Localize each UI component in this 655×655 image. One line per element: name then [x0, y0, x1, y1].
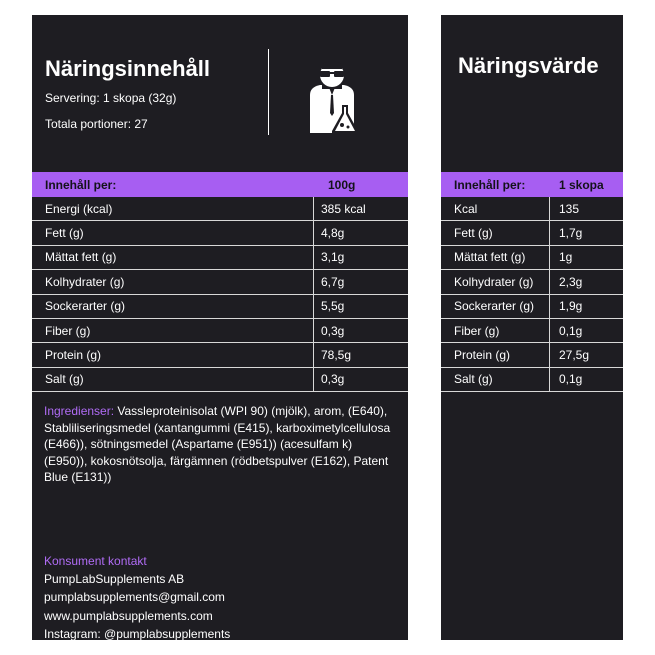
nutrition-table [441, 172, 623, 392]
panel-title: Näringsvärde [458, 53, 599, 78]
contact-label: Konsument kontakt [44, 554, 147, 568]
nutrition-table [32, 172, 408, 392]
row-label: Fiber (g) [454, 323, 500, 338]
row-value: 1,7g [559, 226, 583, 241]
row-value: 2,3g [559, 274, 583, 289]
row-value: 0,1g [559, 323, 583, 338]
ingredients-text [44, 403, 396, 486]
row-value: 385 kcal [321, 201, 366, 216]
contact-instagram: Instagram: @pumplabsupplements [44, 626, 231, 641]
row-label: Salt (g) [454, 372, 493, 387]
total-portions: Totala portioner: 27 [45, 117, 148, 131]
table-row [441, 368, 623, 392]
column-divider [549, 197, 550, 392]
table-row [441, 319, 623, 343]
row-label: Fiber (g) [45, 323, 91, 338]
panel-title: Näringsinnehåll [45, 56, 211, 81]
row-value: 0,1g [559, 372, 583, 387]
row-value: 6,7g [321, 274, 345, 289]
contact-website: www.pumplabsupplements.com [44, 608, 213, 623]
row-label: Kcal [454, 201, 478, 216]
row-value: 1g [559, 250, 573, 265]
row-value: 0,3g [321, 372, 345, 387]
row-label: Protein (g) [45, 348, 102, 363]
header-value: 100g [328, 177, 356, 192]
table-row [32, 221, 408, 245]
ingredients-label: Ingredienser: [44, 404, 115, 418]
row-label: Energi (kcal) [45, 201, 113, 216]
row-label: Salt (g) [45, 372, 84, 387]
table-header [32, 172, 408, 197]
table-row [32, 197, 408, 221]
row-label: Mättat fett (g) [45, 250, 117, 265]
contact-email: pumplabsupplements@gmail.com [44, 590, 225, 605]
table-row [441, 295, 623, 319]
row-label: Fett (g) [45, 226, 84, 241]
table-row [32, 295, 408, 319]
table-row [32, 246, 408, 270]
company-name: PumpLabSupplements AB [44, 572, 185, 587]
nutrition-panel-right [441, 15, 623, 640]
row-label: Sockerarter (g) [45, 299, 126, 314]
row-label: Mättat fett (g) [454, 250, 526, 265]
row-value: 4,8g [321, 226, 345, 241]
table-header [441, 172, 623, 197]
row-value: 135 [559, 201, 580, 216]
row-value: 5,5g [321, 299, 345, 314]
row-label: Sockerarter (g) [454, 299, 535, 314]
ingredients-list: Vassleproteinisolat (WPI 90) (mjölk), arom, (E640), Stabliliseringsmedel (xantangummi (E415), karboximetylcellulosa (E466)), sötningsmedel (Aspartame (E951)) (acesulfam k) (E950)), kokosnötsolja, färgämnen (rödbetspulver (E162), Patent Blue (E131)) [44, 404, 391, 484]
table-row [441, 270, 623, 294]
column-divider [313, 197, 314, 392]
row-value: 78,5g [321, 348, 352, 363]
row-label: Protein (g) [454, 348, 511, 363]
consumer-contact [44, 552, 230, 643]
table-row [32, 368, 408, 392]
table-row [32, 319, 408, 343]
table-row [441, 246, 623, 270]
serving-size: Servering: 1 skopa (32g) [45, 91, 177, 105]
row-value: 1,9g [559, 299, 583, 314]
divider [268, 49, 269, 135]
row-value: 3,1g [321, 250, 345, 265]
table-row [32, 270, 408, 294]
table-row [32, 343, 408, 367]
row-label: Kolhydrater (g) [45, 274, 125, 289]
row-label: Kolhydrater (g) [454, 274, 534, 289]
scientist-icon [302, 61, 362, 137]
header-label: Innehåll per: [45, 177, 117, 192]
header-value: 1 skopa [559, 177, 604, 192]
table-row [441, 343, 623, 367]
row-value: 0,3g [321, 323, 345, 338]
row-value: 27,5g [559, 348, 590, 363]
table-row [441, 221, 623, 245]
table-row [441, 197, 623, 221]
header-label: Innehåll per: [454, 177, 526, 192]
row-label: Fett (g) [454, 226, 493, 241]
nutrition-panel-left [32, 15, 408, 640]
